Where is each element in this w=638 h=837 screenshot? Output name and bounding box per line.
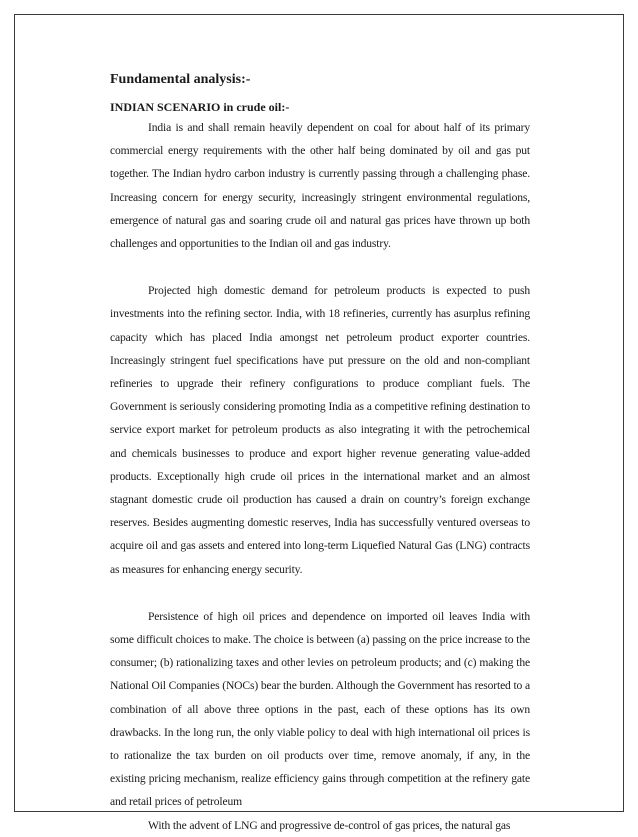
section-heading: Fundamental analysis:- xyxy=(110,72,251,87)
section-subheading: INDIAN SCENARIO in crude oil:- xyxy=(110,100,290,114)
paragraph-3: Persistence of high oil prices and dependence on imported oil leaves India with some difficult choices to make. The choice is between (a) passing on the price increase to the consumer; (b) rationalizing taxes and other levies on petroleum products; and (c) making the National Oil Companies (NOCs) bear the burden. Although the Government has resorted to a combination of all above three options in the past, each of these options has its own drawbacks. In the long run, the only viable policy to deal with high international oil prices is to rationalize the tax burden on oil products over time, remove anomaly, if any, in the existing pricing mechanism, realize efficiency gains through competition at the refinery gate and retail prices of petroleum xyxy=(110,609,530,809)
document-body xyxy=(110,70,530,837)
paragraph-1: India is and shall remain heavily dependent on coal for about half of its primary commercial energy requirements with the other half being dominated by oil and gas put together. The Indian hydro carbon industry is currently passing through a challenging phase. Increasing concern for energy security, increasingly stringent environmental regulations, emergence of natural gas and soaring crude oil and natural gas prices have thrown up both challenges and opportunities to the Indian oil and gas industry. xyxy=(110,121,530,251)
paragraph-2: Projected high domestic demand for petroleum products is expected to push investments into the refining sector. India, with 18 refineries, currently has asurplus refining capacity which has placed India amongst net petroleum product exporter countries. Increasingly stringent fuel specifications have put pressure on the old and non-compliant refineries to upgrade their refinery configurations to produce compliant fuels. The Government is seriously considering promoting India as a competitive refining destination to service export market for petroleum products as also integrating it with the petrochemical and chemicals businesses to produce and export higher revenue generating value-added products. Exceptionally high crude oil prices in the international market and an almost stagnant domestic crude oil production has caused a drain on country’s foreign exchange reserves. Besides augmenting domestic reserves, India has successfully ventured overseas to acquire oil and gas assets and entered into long-term Liquefied Natural Gas (LNG) contracts as measures for enhancing energy security. xyxy=(110,284,530,576)
paragraph-4: With the advent of LNG and progressive de-control of gas prices, the natural gas xyxy=(148,818,511,832)
